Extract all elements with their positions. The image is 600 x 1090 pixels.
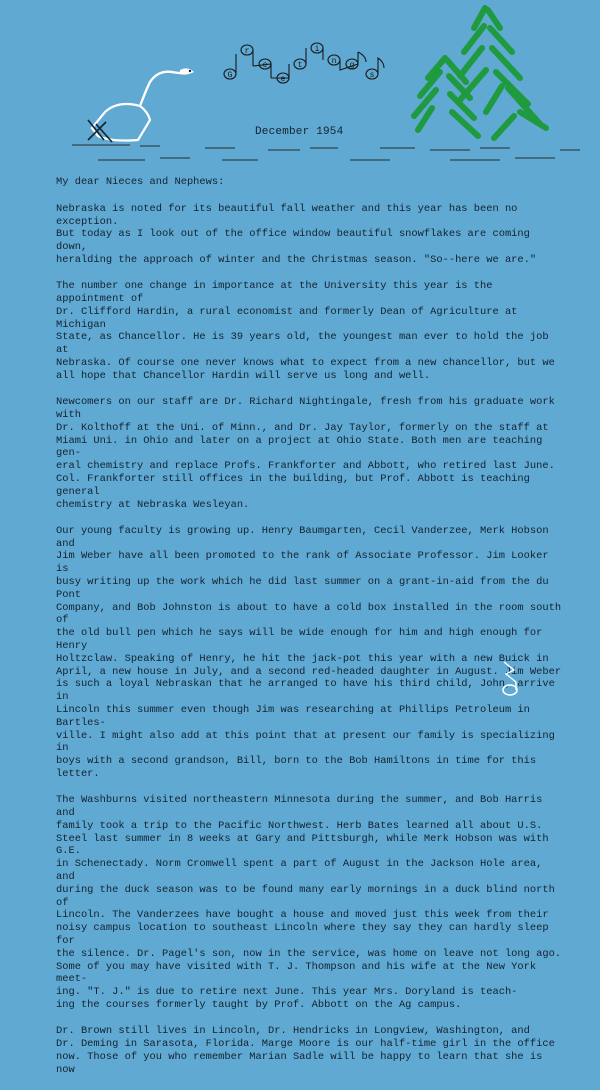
paragraph-4: Our young faculty is growing up. Henry Baumgarten, Cecil Vanderzee, Merk Hobson and Jim Weber have all been promoted to the rank of Associate Professor. Jim Looker is busy writing up the work which he did last summer on a grant-in-aid from the du Pont Company, and Bob Johnston is about to have a cold box installed in the room south of the old bull pen which he says will be wide enough for him and high enough for Henry Holtzclaw. Speaking of Henry, he hit the jack-pot this year with a new Buick in April, a new house in July, and a second red-headed daughter in August. Jim Weber is such a loyal Nebraskan that he arranged to have his third child, John, arrive in Lincoln this summer even though Jim was researching at Phillips Petroleum in Bartles- ville. I might also add at this point that at present our family is specializing in boys with a second grandson, Bill, born to the Bob Hamiltons in time for this letter. xyxy=(56,524,562,780)
paragraph-2: The number one change in importance at the University this year is the appointment of Dr. Clifford Hardin, a rural economist and formerly Dean of Agriculture at Michigan State, as Chancellor. He is 39 years old, the youngest man ever to hold the job at Nebraska. Of course one never knows what to expect from a new chancellor, but we all hope that Chancellor Hardin will serve us long and well. xyxy=(56,280,555,382)
greeting-letter-4: e xyxy=(280,75,286,84)
pine-trees xyxy=(414,8,546,138)
greeting-letter-3: e xyxy=(262,61,268,70)
music-note-icon xyxy=(498,660,528,700)
greeting-letter-1: G xyxy=(227,71,233,80)
letter-date: December 1954 xyxy=(255,126,344,138)
paragraph-3: Newcomers on our staff are Dr. Richard Nightingale, fresh from his graduate work with Dr. Kolthoff at the Uni. of Minn., and Dr. Jay Taylor, formerly on the staff at Miami Uni. in Ohio and later on a project at Ohio State. Both men are teaching gen- eral chemistry and replace Profs. Frankforter and Abbott, who retired last June. Col. Frankforter still offices in the building, but Prof. Abbott is teaching general chemistry at Nebraska Wesleyan. xyxy=(56,396,555,511)
paragraph-6: Dr. Brown still lives in Lincoln, Dr. Hendricks in Longview, Washington, and Dr. Deming in Sarasota, Florida. Marge Moore is our half-time girl in the office now. Those of you who remember Marian Sadle will be happy to learn that she is now xyxy=(56,1025,555,1076)
greeting-letter-9: s xyxy=(369,71,375,80)
paragraph-5: The Washburns visited northeastern Minnesota during the summer, and Bob Harris and family took a trip to the Pacific Northwest. Herb Bates learned all about U.S. Steel last summer in 8 weeks at Gary and Pittsburgh, while Merk Hobson was with G.E. in Schenectady. Norm Cromwell spent a part of August in the Jackson Hole area, and during the duck season was to be found many early mornings in a duck blind north of Lincoln. The Vanderzees have bought a house and moved just this week from their noisy campus location to southeast Lincoln where they say they can hardly sleep for the silence. Dr. Pagel's son, now in the service, was home on leave not long ago. Some of you may have visited with T. J. Thompson and his wife at the New York meet- ing. "T. J." is due to retire next June. This year Mrs. Doryland is teach- ing the courses formerly taught by Prof. Abbott on the Ag campus. xyxy=(56,794,562,1012)
header-illustration xyxy=(0,0,600,170)
paragraph-1: Nebraska is noted for its beautiful fall weather and this year has been no exception. But today as I look out of the office window beautiful snowflakes are coming down, heralding the approach of winter and the Christmas season. "So--here we are." xyxy=(56,202,537,266)
salutation: My dear Nieces and Nephews: xyxy=(56,176,225,188)
greeting-letter-6: i xyxy=(314,45,320,54)
greeting-letter-5: t xyxy=(297,61,303,70)
greeting-letter-7: n xyxy=(331,57,337,66)
letter-header xyxy=(0,0,600,170)
swan-drawing xyxy=(88,68,194,142)
letter-body xyxy=(56,176,566,1090)
greeting-letter-8: g xyxy=(349,61,355,70)
ground-lines xyxy=(72,145,580,160)
greeting-letter-2: r xyxy=(244,47,250,56)
